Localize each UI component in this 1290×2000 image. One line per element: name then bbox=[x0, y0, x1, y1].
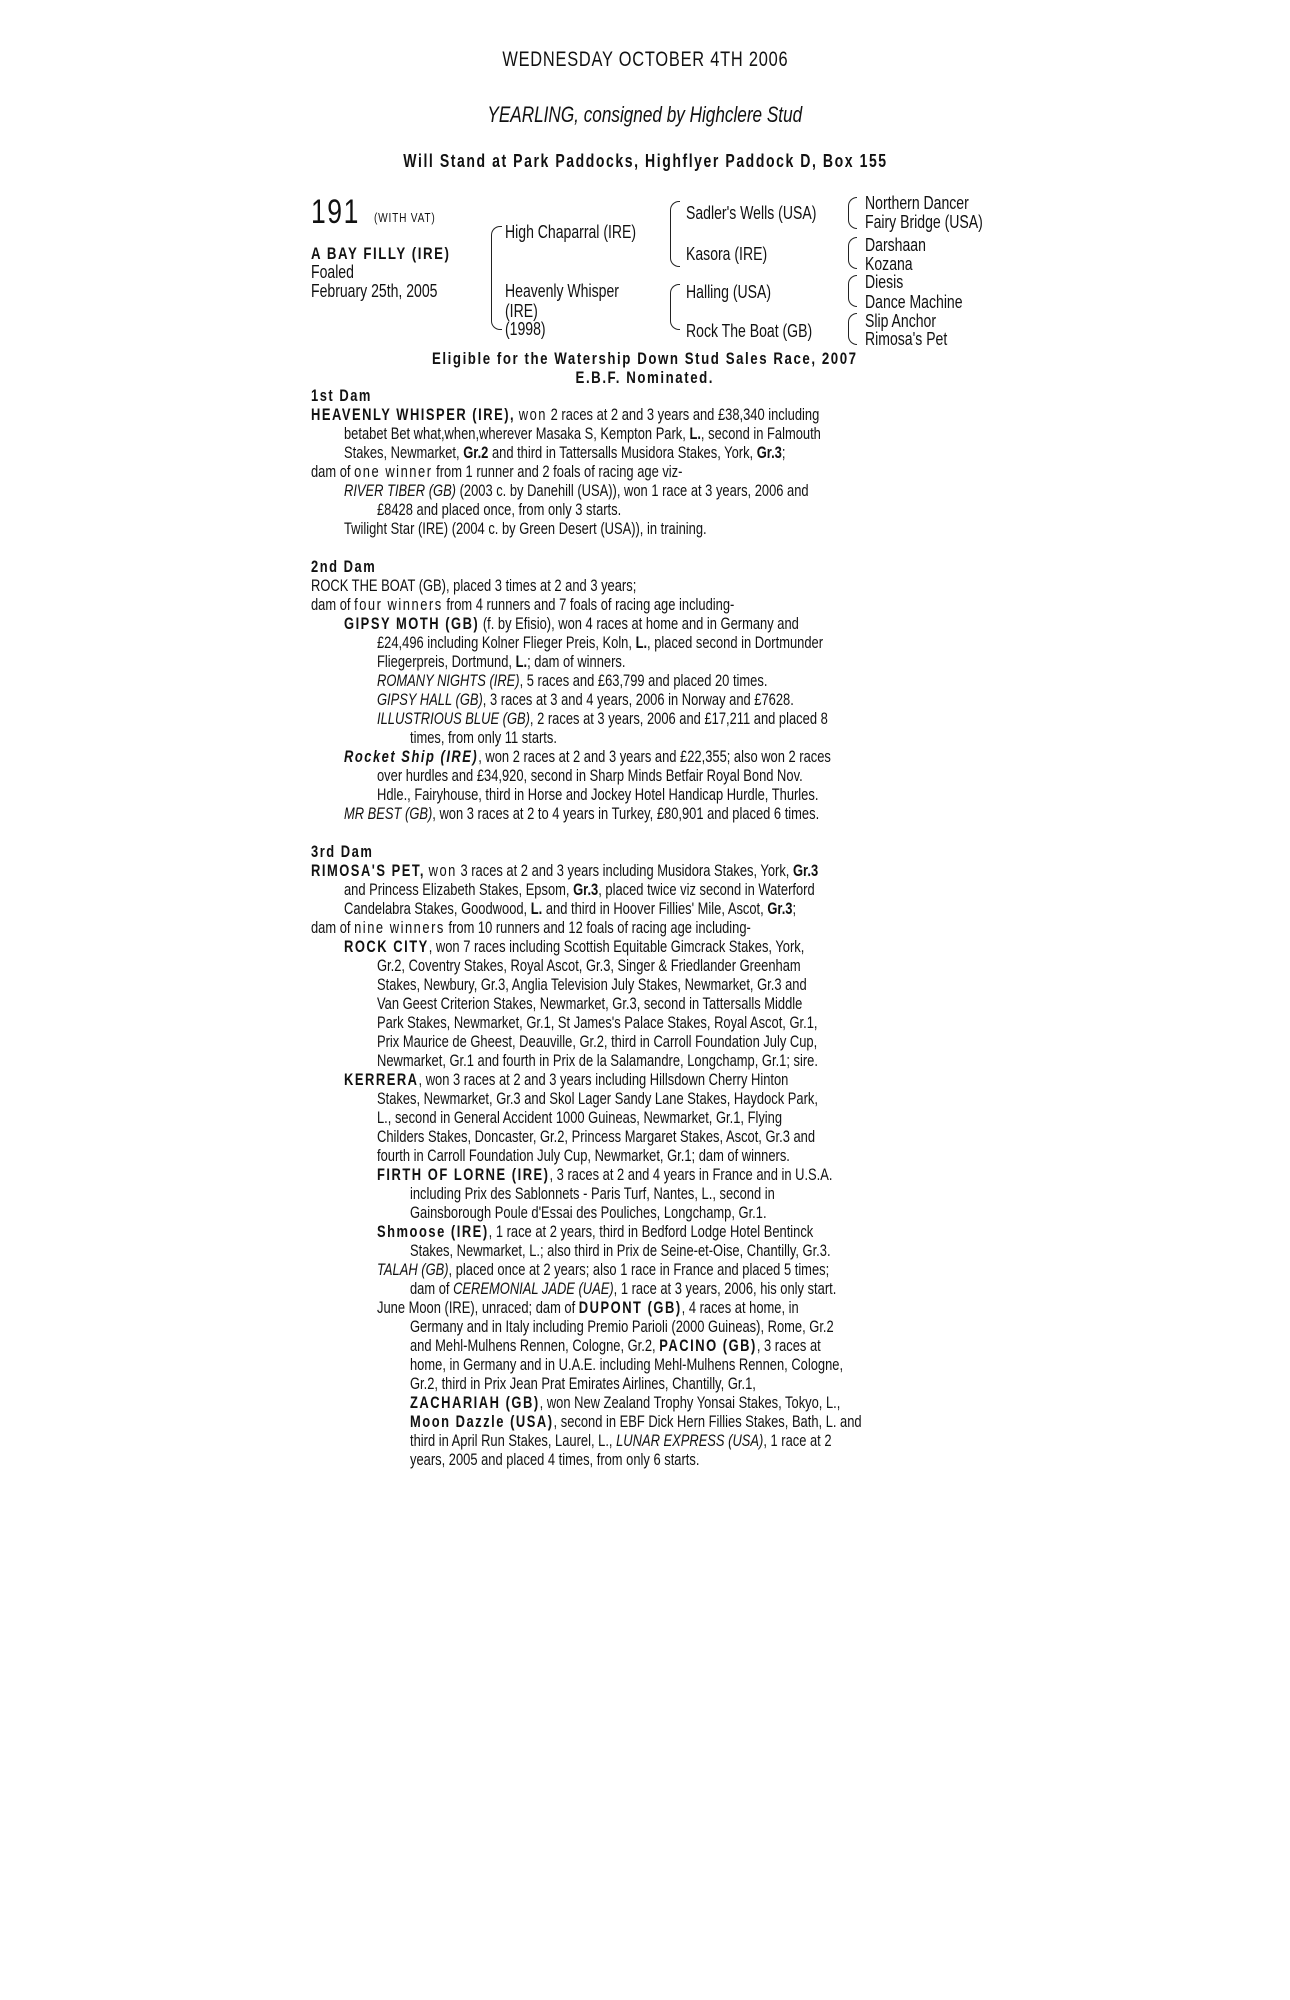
rock-city: ROCK CITY, won 7 races including Scottish Equitable Gimcrack Stakes, York, bbox=[344, 937, 805, 956]
shmoose: Shmoose (IRE), 1 race at 2 years, third in Bedford Lodge Hotel Bentinck bbox=[377, 1222, 814, 1241]
second-dam-heading: 2nd Dam bbox=[311, 557, 377, 576]
offspring-twilight-star: Twilight Star (IRE) (2004 c. by Green Desert (USA)), in training. bbox=[344, 519, 707, 538]
vat-note: (WITH VAT) bbox=[374, 210, 436, 225]
pedigree-dam-origin: (IRE) bbox=[505, 301, 538, 321]
first-dam-heading: 1st Dam bbox=[311, 386, 372, 405]
gipsy-moth: GIPSY MOTH (GB) (f. by Efisio), won 4 races at home and in Germany and bbox=[344, 614, 799, 633]
pedigree-dam: Heavenly Whisper bbox=[505, 281, 619, 301]
rocket-ship: Rocket Ship (IRE), won 2 races at 2 and 3 years and £22,355; also won 2 races bbox=[344, 747, 831, 766]
ggp-7: Slip Anchor bbox=[865, 311, 937, 331]
ggp-6: Dance Machine bbox=[865, 292, 963, 312]
sale-date: WEDNESDAY OCTOBER 4TH 2006 bbox=[501, 48, 789, 71]
june-moon: June Moon (IRE), unraced; dam of DUPONT (GB), 4 races at home, in bbox=[377, 1298, 799, 1317]
sire-brace bbox=[670, 201, 680, 267]
kerrera: KERRERA, won 3 races at 2 and 3 years including Hillsdown Cherry Hinton bbox=[344, 1070, 789, 1089]
ggp-5: Diesis bbox=[865, 272, 904, 292]
ggp-brace-3 bbox=[848, 275, 857, 307]
pedigree-dam-year: (1998) bbox=[505, 319, 546, 339]
dam-records: 1st Dam HEAVENLY WHISPER (IRE), won 2 races at 2 and 3 years and £38,340 including betabet Bet what,when,wherever Masaka S, Kempton Park, L., second in Falmouth Stakes, Newmarket, Gr.2 and third in Tattersalls Musidora Stakes, York, Gr.3; dam of one winner from 1 runner and 2 foals of racing age viz- RIVER TIBER (GB) (2003 c. by Danehill (USA)), won 1 race at 3 years, 2006 and £8428 and placed once, from only 3 starts. Twilight Star (IRE) (2004 c. by Green Desert (USA)), in training. 2nd Dam ROCK THE BOAT (GB), placed 3 times at 2 and 3 years; dam of four winners from 4 runners and 7 foals of racing age including- GIPSY MOTH (GB) (f. by Efisio), won 4 races at home and in Germany and £24,496 including Kolner Flieger Preis, Koln, L., placed second in Dortmunder Fliegerpreis, Dortmund, L.; dam of winners. ROMANY NIGHTS (IRE), 5 races and £63,799 and placed 20 times. GIPSY HALL (GB), 3 races at 3 and 4 years, 2006 in Norway and £7628. ILLUSTRIOUS BLUE (GB), 2 races at 3 years, 2006 and £17,211 and placed 8 times, from only 11 starts. Rocket Ship (IRE), won 2 races at 2 and 3 years and £22,355; also won 2 races over hurdles and £34,920, second in Sharp Minds Betfair Royal Bond Nov. Hdle., Fairyhouse, third in Horse and Jockey Hotel Handicap Hurdle, Thurles. MR BEST (GB), won 3 races at 2 to 4 years in Turkey, £80,901 and placed 6 times. 3rd Dam RIMOSA'S PET, won 3 races at 2 and 3 years including Musidora Stakes, York, Gr.3 and Princess Elizabeth Stakes, Epsom, Gr.3, placed twice viz second in Waterford Candelabra Stakes, Goodwood, L. and third in Hoover Fillies' Mile, Ascot, Gr.3; dam of nine winners from 10 runners and 12 foals of racing age including- ROCK CITY, won 7 races including Scottish Equitable Gimcrack Stakes, York, Gr.2, Coventry Stakes, Royal Ascot, Gr.3, Singer & Friedlander Greenham Stakes, Newbury, Gr.3, Anglia Television July Stakes, Newmarket, Gr.3 and Van Geest Criterion Stakes, Newmarket, Gr.3, second in Tattersalls Middle Park Stakes, Newmarket, Gr.1, St James's Palace Stakes, Royal Ascot, Gr.1, Prix Maurice de Gheest, Deauville, Gr.2, third in Carroll Foundation July Cup, Newmarket, Gr.1 and fourth in Prix de la Salamandre, Longchamp, Gr.1; sire. KERRERA, won 3 races at 2 and 3 years including Hillsdown Cherry Hinton Stakes, Newmarket, Gr.3 and Skol Lager Sandy Lane Stakes, Haydock Park, L., second in General Accident 1000 Guineas, Newmarket, Gr.1, Flying Childers Stakes, Doncaster, Gr.2, Princess Margaret Stakes, Ascot, Gr.3 and fourth in Carroll Foundation July Cup, Newmarket, Gr.1; dam of winners. FIRTH OF LORNE (IRE), 3 races at 2 and 4 years in France and in U.S.A. including Prix des Sablonnets - Paris Turf, Nantes, L., second in Gainsborough Poule d'Essai des Pouliches, Longchamp, Gr.1. Shmoose (IRE), 1 race at 2 years, third in Bedford Lodge Hotel Bentinck Stakes, Newmarket, L.; also third in Prix de Seine-et-Oise, Chantilly, Gr.3. TALAH (GB), placed once at 2 years; also 1 race in France and placed 5 times; dam of CEREMONIAL JADE (UAE), 1 race at 3 years, 2006, his only start. June Moon (IRE), unraced; dam of DUPONT (GB), 4 races at home, in Germany and in Italy including Premio Parioli (2000 Guineas), Rome, Gr.2 and Mehl-Mulhens Rennen, Cologne, Gr.2, PACINO (GB), 3 races at home, in Germany and in U.A.E. including Mehl-Mulhens Rennen, Cologne, Gr.2, third in Prix Jean Prat Emirates Airlines, Chantilly, Gr.1, ZACHARIAH (GB), won New Zealand Trophy Yonsai Stakes, Tokyo, L., Moon Dazzle (USA), second in EBF Dick Hern Fillies Stakes, Bath, L. and third in April Run Stakes, Laurel, L., LUNAR EXPRESS (USA), 1 race at 2 years, 2005 and placed 4 times, from only 6 starts. bbox=[311, 386, 1011, 1469]
pedigree-dam-dam: Rock The Boat (GB) bbox=[686, 321, 813, 341]
foaled-label: Foaled bbox=[311, 262, 354, 282]
ggp-brace-1 bbox=[848, 197, 857, 229]
consignment-line: YEARLING, consigned by Highclere Stud bbox=[487, 102, 803, 127]
location-line: Will Stand at Park Paddocks, Highflyer Paddock D, Box 155 bbox=[402, 151, 888, 171]
ggp-2: Fairy Bridge (USA) bbox=[865, 212, 983, 232]
third-dam-heading: 3rd Dam bbox=[311, 842, 374, 861]
ggp-1: Northern Dancer bbox=[865, 193, 969, 213]
lot-number: 191 bbox=[311, 193, 360, 231]
offspring-river-tiber: RIVER TIBER (GB) (2003 c. by Danehill (USA)), won 1 race at 3 years, 2006 and bbox=[344, 481, 809, 500]
talah: TALAH (GB), placed once at 2 years; also 1 race in France and placed 5 times; bbox=[377, 1260, 830, 1279]
pedigree-sire: High Chaparral (IRE) bbox=[505, 222, 637, 242]
pedigree-sire-sire: Sadler's Wells (USA) bbox=[686, 203, 817, 223]
first-dam-produce: dam of one winner from 1 runner and 2 foals of racing age viz- bbox=[311, 462, 683, 481]
pedigree-brace bbox=[491, 226, 502, 330]
first-dam-line: HEAVENLY WHISPER (IRE), won 2 races at 2 and 3 years and £38,340 including bbox=[311, 405, 820, 424]
ebf-note: E.B.F. Nominated. bbox=[575, 368, 715, 387]
foaled-date: February 25th, 2005 bbox=[311, 281, 438, 301]
lot-name: A BAY FILLY (IRE) bbox=[311, 244, 451, 263]
dam-brace bbox=[670, 284, 680, 330]
ggp-brace-4 bbox=[848, 313, 857, 345]
eligibility-note: Eligible for the Watership Down Stud Sales Race, 2007 bbox=[432, 349, 858, 368]
ggp-3: Darshaan bbox=[865, 235, 926, 255]
pedigree-sire-dam: Kasora (IRE) bbox=[686, 244, 768, 264]
ggp-4: Kozana bbox=[865, 254, 913, 274]
ggp-brace-2 bbox=[848, 237, 857, 269]
firth-of-lorne: FIRTH OF LORNE (IRE), 3 races at 2 and 4 years in France and in U.S.A. bbox=[377, 1165, 833, 1184]
pedigree-dam-sire: Halling (USA) bbox=[686, 282, 772, 302]
ggp-8: Rimosa's Pet bbox=[865, 329, 948, 349]
mr-best: MR BEST (GB), won 3 races at 2 to 4 years in Turkey, £80,901 and placed 6 times. bbox=[344, 804, 820, 823]
